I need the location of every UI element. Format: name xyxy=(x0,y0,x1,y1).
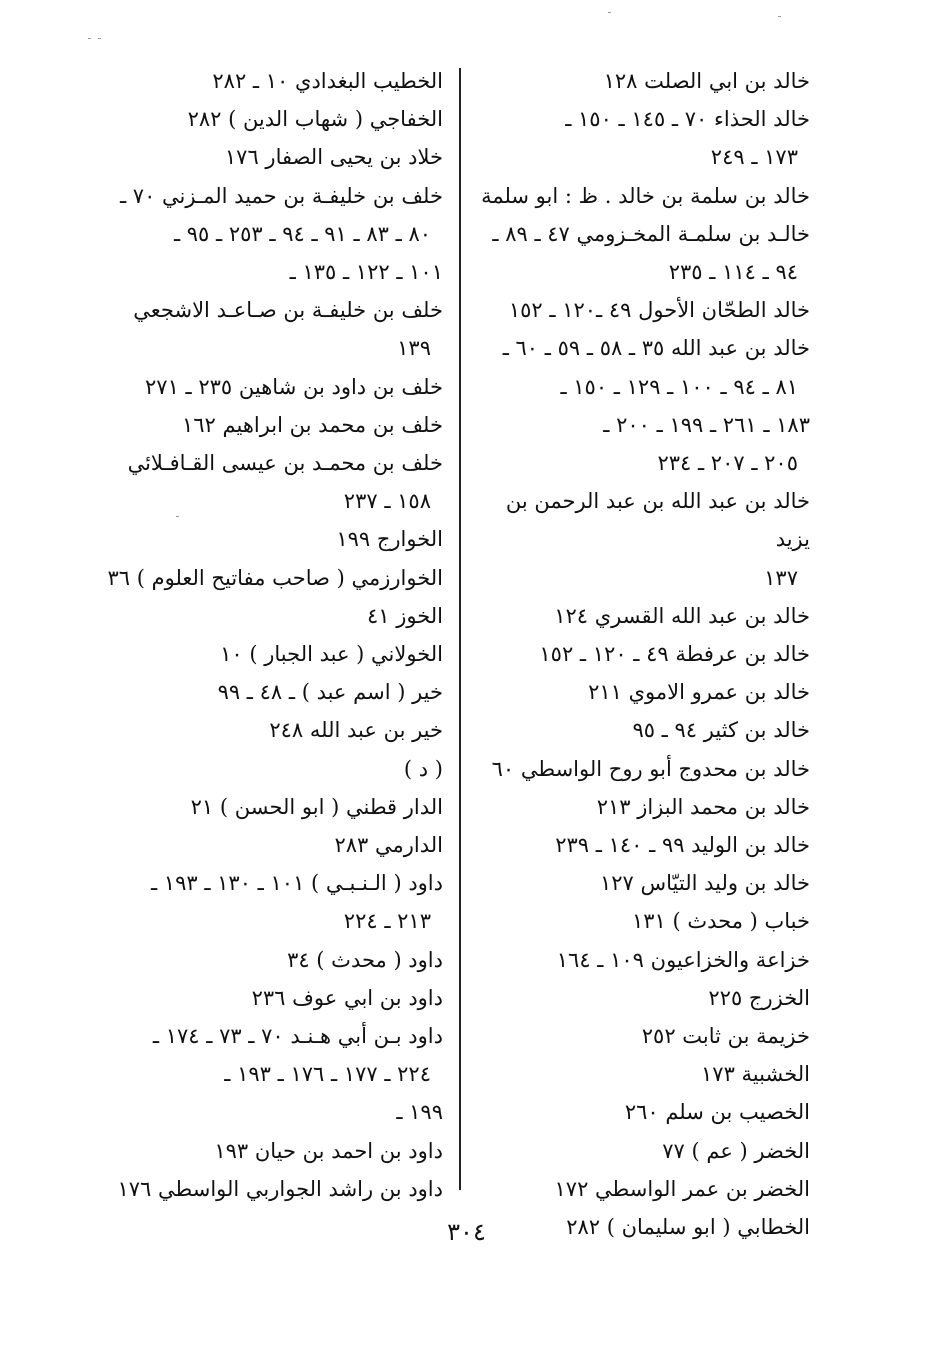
entry-heading: خالد الطحّان الأحول ٤٩ ـ١٢٠ ـ ١٥٢ xyxy=(508,298,810,323)
entry-heading: خلف بن داود بن شاهين ٢٣٥ ـ ٢٧١ xyxy=(145,374,443,399)
entry-heading: خالد بن سلمة بن خالد . ظ : ابو سلمة xyxy=(481,183,810,208)
index-entry xyxy=(478,177,810,215)
index-entry xyxy=(105,444,443,520)
entry-heading: الخزرج ٢٢٥ xyxy=(708,985,810,1010)
entry-heading: الخضر بن عمر الواسطي ١٧٢ xyxy=(554,1176,810,1201)
entry-page-refs: ١٥٨ ـ ٢٣٧ xyxy=(343,489,431,514)
scan-speck xyxy=(88,38,91,39)
entry-heading: خالد بن محدوج أبو روح الواسطي ٦٠ xyxy=(491,756,810,781)
entry-page-refs: ١٣٩ xyxy=(397,336,431,361)
right-column xyxy=(478,62,810,1246)
entry-heading: الخولاني ( عبد الجبار ) ١٠ xyxy=(220,642,443,667)
entry-heading: خلف بن خليفـة بن صـاعـد الاشجعي xyxy=(133,298,443,323)
index-entry xyxy=(105,291,443,367)
left-column xyxy=(105,62,443,1208)
entry-page-refs: ٢٠٥ ـ ٢٠٧ ـ ٢٣٤ xyxy=(657,451,798,476)
entry-heading: ١٩٩ ـ xyxy=(396,1100,443,1125)
entry-heading: داود ( محدث ) ٣٤ xyxy=(287,947,443,972)
entry-heading: خالد بن عرفطة ٤٩ ـ ١٢٠ ـ ١٥٢ xyxy=(539,642,810,667)
index-entry xyxy=(478,979,810,1017)
index-entry xyxy=(105,1017,443,1093)
scan-speck xyxy=(98,38,101,39)
index-entry xyxy=(105,100,443,138)
entry-heading: خالد بن محمد البزاز ٢١٣ xyxy=(596,794,810,819)
entry-page-refs: ٨١ ـ ٩٤ ـ ١٠٠ ـ ١٢٩ ـ ١٥٠ ـ xyxy=(560,374,798,399)
entry-heading: خباب ( محدث ) ١٣١ xyxy=(631,909,810,934)
entry-heading: ١٠١ ـ ١٢٢ ـ ١٣٥ ـ xyxy=(289,260,443,285)
entry-heading: داود ( الـنـبـي ) ١٠١ ـ ١٣٠ ـ ١٩٣ ـ xyxy=(150,871,443,896)
index-entry xyxy=(478,941,810,979)
entry-heading: خالد بن الوليد ٩٩ ـ ١٤٠ ـ ٢٣٩ xyxy=(555,833,810,858)
index-entry xyxy=(478,329,810,405)
entry-heading: خالد الحذاء ٧٠ ـ ١٤٥ ـ ١٥٠ ـ xyxy=(565,107,810,132)
index-entry xyxy=(105,673,443,711)
entry-heading: داود بن راشد الجواربي الواسطي ١٧٦ xyxy=(117,1176,443,1201)
index-entry xyxy=(105,864,443,940)
entry-heading: الدارمي ٢٨٣ xyxy=(334,833,443,858)
index-entry xyxy=(105,520,443,558)
index-entry xyxy=(478,482,810,597)
entry-page-refs: ٩٤ ـ ١١٤ ـ ٢٣٥ xyxy=(668,260,798,285)
index-entry xyxy=(478,215,810,291)
index-entry xyxy=(478,673,810,711)
entry-heading: خالد بن عبد الله بن عبد الرحمن بن يزيد xyxy=(505,489,810,552)
index-entry xyxy=(478,1017,810,1055)
index-entry xyxy=(105,979,443,1017)
index-entry xyxy=(478,635,810,673)
index-entry xyxy=(478,711,810,749)
index-entry xyxy=(105,368,443,406)
entry-page-refs: ١٧٣ ـ ٢٤٩ xyxy=(710,145,798,170)
index-entry xyxy=(105,1093,443,1131)
index-entry xyxy=(478,1170,810,1208)
entry-page-refs: ٨٠ ـ ٨٣ ـ ٩١ ـ ٩٤ ـ ٢٥٣ ـ ٩٥ ـ xyxy=(173,221,431,246)
entry-page-refs: ١٣٧ xyxy=(764,565,798,590)
entry-page-refs: ٢١٣ ـ ٢٢٤ xyxy=(343,909,431,934)
entry-heading: الخطيب البغدادي ١٠ ـ ٢٨٢ xyxy=(212,69,443,93)
index-entry xyxy=(105,406,443,444)
entry-heading: الخطابي ( ابو سليمان ) ٢٨٢ xyxy=(566,1215,810,1240)
index-entry xyxy=(478,62,810,100)
entry-heading: داود بن ابي عوف ٢٣٦ xyxy=(251,985,443,1010)
entry-heading: خالد بن عبد الله ٣٥ ـ ٥٨ ـ ٥٩ ـ ٦٠ ـ xyxy=(502,336,810,361)
entry-heading: داود بن احمد بن حيان ١٩٣ xyxy=(214,1138,443,1163)
index-entry xyxy=(478,597,810,635)
entry-heading: خير بن عبد الله ٢٤٨ xyxy=(269,718,443,743)
entry-page-refs: ٢٢٤ ـ ١٧٧ ـ ١٧٦ ـ ١٩٣ ـ xyxy=(224,1062,431,1087)
column-divider xyxy=(459,68,461,1190)
entry-heading: داود بـن أبي هـنـد ٧٠ ـ ٧٣ ـ ١٧٤ ـ xyxy=(152,1024,443,1049)
entry-heading: خزيمة بن ثابت ٢٥٢ xyxy=(641,1024,810,1049)
entry-heading: خالد بن عمرو الاموي ٢١١ xyxy=(588,680,810,705)
page-number: ٣٠٤ xyxy=(447,1218,486,1246)
entry-heading: خالد بن ابي الصلت ١٢٨ xyxy=(603,69,810,93)
entry-heading: خالد بن وليد التيّاس ١٢٧ xyxy=(599,871,810,896)
entry-heading: خلف بن محمد بن ابراهيم ١٦٢ xyxy=(181,412,443,437)
entry-heading: خالـد بن سلمـة المخـزومي ٤٧ ـ ٨٩ ـ xyxy=(492,221,810,246)
entry-heading: الخشبية ١٧٣ xyxy=(701,1062,810,1087)
index-entry xyxy=(105,559,443,597)
entry-heading: خلف بن خليفـة بن حميد المـزني ٧٠ ـ xyxy=(119,183,443,208)
index-entry xyxy=(105,711,443,749)
index-entry xyxy=(478,291,810,329)
entry-heading: خالد بن كثير ٩٤ ـ ٩٥ xyxy=(632,718,810,743)
entry-heading: الدار قطني ( ابو الحسن ) ٢١ xyxy=(190,794,443,819)
index-entry xyxy=(105,1170,443,1208)
index-entry xyxy=(105,177,443,253)
index-entry xyxy=(478,1132,810,1170)
entry-heading: خير ( اسم عبد ) ـ ٤٨ ـ ٩٩ xyxy=(217,680,443,705)
scan-speck xyxy=(778,16,781,17)
index-entry xyxy=(478,750,810,788)
entry-heading: الخوز ٤١ xyxy=(366,603,443,628)
index-entry xyxy=(105,941,443,979)
entry-heading: خالد بن عبد الله القسري ١٢٤ xyxy=(554,603,810,628)
entry-heading: خلاد بن يحيى الصفار ١٧٦ xyxy=(224,145,443,170)
index-entry xyxy=(105,635,443,673)
entry-heading: الخوارج ١٩٩ xyxy=(336,527,443,552)
index-entry xyxy=(105,750,443,788)
entry-heading: ١٨٣ ـ ٢٦١ ـ ١٩٩ ـ ٢٠٠ ـ xyxy=(603,412,810,437)
entry-heading: ( د ) xyxy=(403,756,443,781)
index-entry xyxy=(478,406,810,482)
scan-speck xyxy=(608,12,611,13)
entry-heading: خزاعة والخزاعيون ١٠٩ ـ ١٦٤ xyxy=(556,947,810,972)
entry-heading: الخصيب بن سلم ٢٦٠ xyxy=(624,1100,810,1125)
index-entry xyxy=(478,902,810,940)
index-entry xyxy=(105,253,443,291)
index-entry xyxy=(105,597,443,635)
index-entry xyxy=(105,1132,443,1170)
entry-heading: خلف بن محمـد بن عيسى القـافـلائي xyxy=(127,451,443,476)
entry-heading: الخفاجي ( شهاب الدين ) ٢٨٢ xyxy=(187,107,443,132)
entry-heading: الخضر ( عم ) ٧٧ xyxy=(662,1138,810,1163)
index-entry xyxy=(105,826,443,864)
index-entry xyxy=(105,62,443,100)
index-entry xyxy=(105,138,443,176)
index-entry xyxy=(478,1055,810,1093)
index-entry xyxy=(478,1093,810,1131)
index-entry xyxy=(478,826,810,864)
index-entry xyxy=(478,100,810,176)
index-entry xyxy=(105,788,443,826)
entry-heading: الخوارزمي ( صاحب مفاتيح العلوم ) ٣٦ xyxy=(107,565,443,590)
index-entry xyxy=(478,788,810,826)
index-entry xyxy=(478,864,810,902)
